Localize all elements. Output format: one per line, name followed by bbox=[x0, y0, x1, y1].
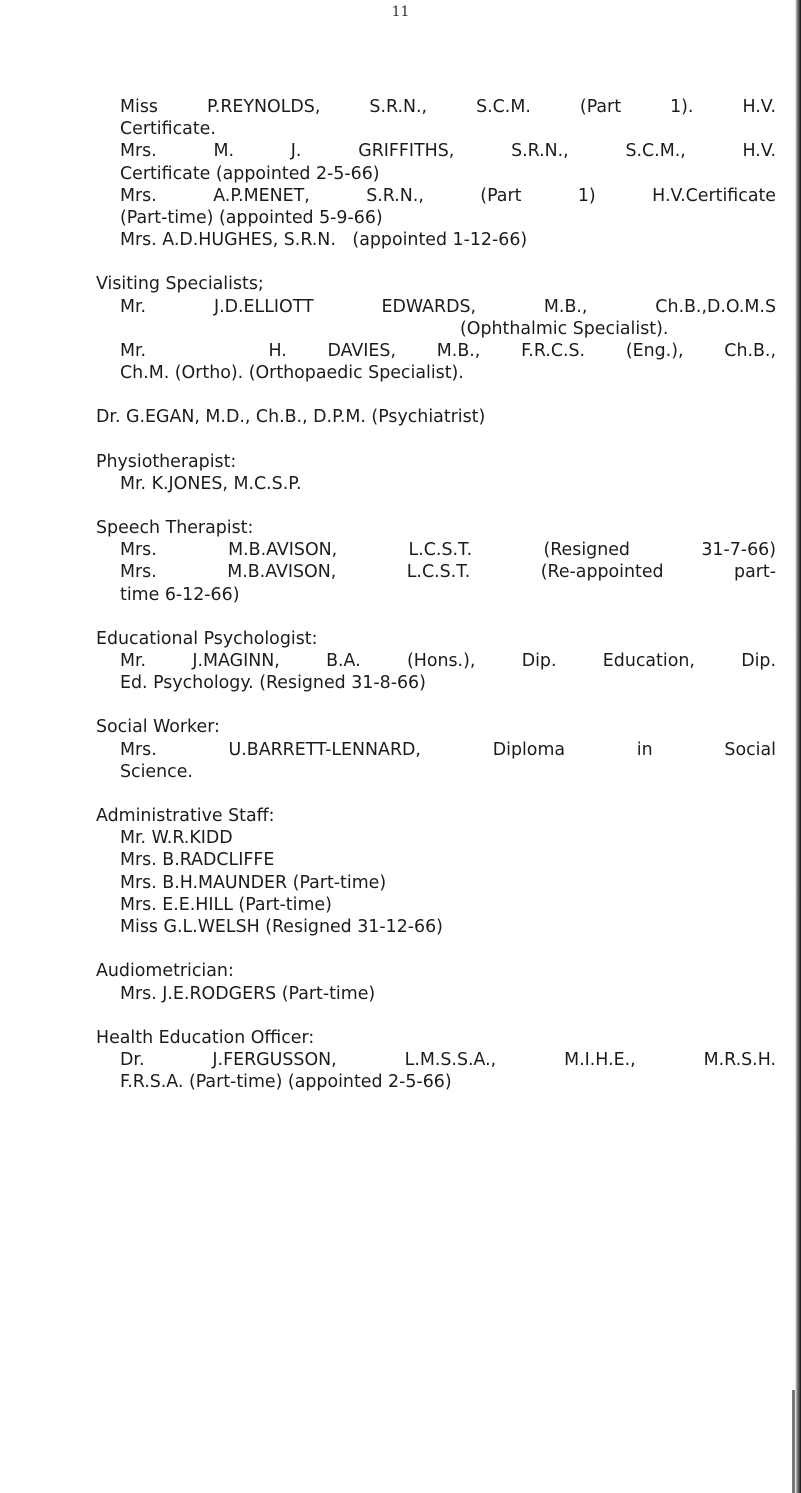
entry-line: Mrs. M. J. GRIFFITHS, S.R.N., S.C.M., H.V. bbox=[120, 141, 776, 162]
section-heading: Social Worker: bbox=[96, 717, 220, 738]
list-item: Mrs. B.RADCLIFFE bbox=[120, 850, 275, 871]
list-item: Mr. W.R.KIDD bbox=[120, 828, 233, 849]
entry-line: Mrs. J.E.RODGERS (Part-time) bbox=[120, 983, 376, 1004]
staff-list bbox=[96, 96, 776, 1093]
nurse-entry bbox=[120, 185, 776, 229]
educational-psychologist-section bbox=[96, 628, 776, 695]
visiting-specialists-section bbox=[96, 273, 776, 384]
list-item: Miss G.L.WELSH (Resigned 31-12-66) bbox=[120, 917, 443, 938]
entry-line: Dr. J.FERGUSSON, L.M.S.S.A., M.I.H.E., M.R.S.H. bbox=[120, 1049, 776, 1070]
entry-line: Mr. K.JONES, M.C.S.P. bbox=[120, 473, 302, 494]
section-heading: Physiotherapist: bbox=[96, 451, 237, 472]
nurse-entry bbox=[120, 96, 776, 140]
entry-line: F.R.S.A. (Part-time) (appointed 2-5-66) bbox=[120, 1072, 452, 1093]
physiotherapist-section bbox=[96, 451, 776, 495]
list-item: Mrs. E.E.HILL (Part-time) bbox=[120, 894, 332, 915]
entry-line: Science. bbox=[120, 761, 193, 782]
entry-line: Mrs. A.P.MENET, S.R.N., (Part 1) H.V.Certificate bbox=[120, 185, 776, 206]
page-number: 11 bbox=[391, 4, 410, 20]
entry-line: Ch.M. (Ortho). (Orthopaedic Specialist). bbox=[120, 363, 464, 384]
psychiatrist-entry: Dr. G.EGAN, M.D., Ch.B., D.P.M. (Psychiatrist) bbox=[96, 407, 486, 428]
speech-therapist-section bbox=[96, 517, 776, 606]
entry-line: Mr. J.D.ELLIOTT EDWARDS, M.B., Ch.B.,D.O.M.S bbox=[120, 296, 776, 317]
section-heading: Audiometrician: bbox=[96, 961, 234, 982]
entry-line: Ed. Psychology. (Resigned 31-8-66) bbox=[120, 673, 426, 694]
section-heading: Health Education Officer: bbox=[96, 1027, 315, 1048]
list-item: Mrs. B.H.MAUNDER (Part-time) bbox=[120, 872, 387, 893]
nurse-entry bbox=[120, 140, 776, 184]
entry-line: Mr. J.MAGINN, B.A. (Hons.), Dip. Education, Dip. bbox=[120, 651, 776, 672]
entry-line: Certificate (appointed 2-5-66) bbox=[120, 163, 380, 184]
entry-line: Mrs. M.B.AVISON, L.C.S.T. (Resigned 31-7-66) bbox=[120, 540, 776, 561]
health-education-officer-section bbox=[96, 1027, 776, 1094]
section-heading: Educational Psychologist: bbox=[96, 628, 318, 649]
entry-line: Certificate. bbox=[120, 119, 216, 140]
entry-line: Mrs. M.B.AVISON, L.C.S.T. (Re-appointed part- bbox=[120, 562, 776, 583]
entry-line: Miss P.REYNOLDS, S.R.N., S.C.M. (Part 1). H.V. bbox=[120, 97, 776, 117]
administrative-staff-section bbox=[96, 805, 776, 938]
scan-edge-shadow bbox=[795, 0, 801, 1493]
entry-line: (Part-time) (appointed 5-9-66) bbox=[120, 208, 383, 229]
audiometrician-section bbox=[96, 960, 776, 1004]
entry-line: time 6-12-66) bbox=[120, 584, 240, 605]
social-worker-section bbox=[96, 716, 776, 783]
section-heading: Administrative Staff: bbox=[96, 806, 275, 827]
entry-line: Mrs. U.BARRETT-LENNARD, Diploma in Social bbox=[120, 739, 776, 760]
entry-line: Mr. H. DAVIES, M.B., F.R.C.S. (Eng.), Ch.B., bbox=[120, 341, 776, 362]
entry-line: Mrs. A.D.HUGHES, S.R.N. (appointed 1-12-66) bbox=[120, 230, 528, 251]
section-heading: Speech Therapist: bbox=[96, 518, 254, 539]
entry-line: (Ophthalmic Specialist). bbox=[460, 318, 669, 339]
scan-edge-mark bbox=[792, 1390, 795, 1493]
section-heading: Visiting Specialists; bbox=[96, 274, 264, 295]
nurse-entry bbox=[120, 229, 776, 251]
